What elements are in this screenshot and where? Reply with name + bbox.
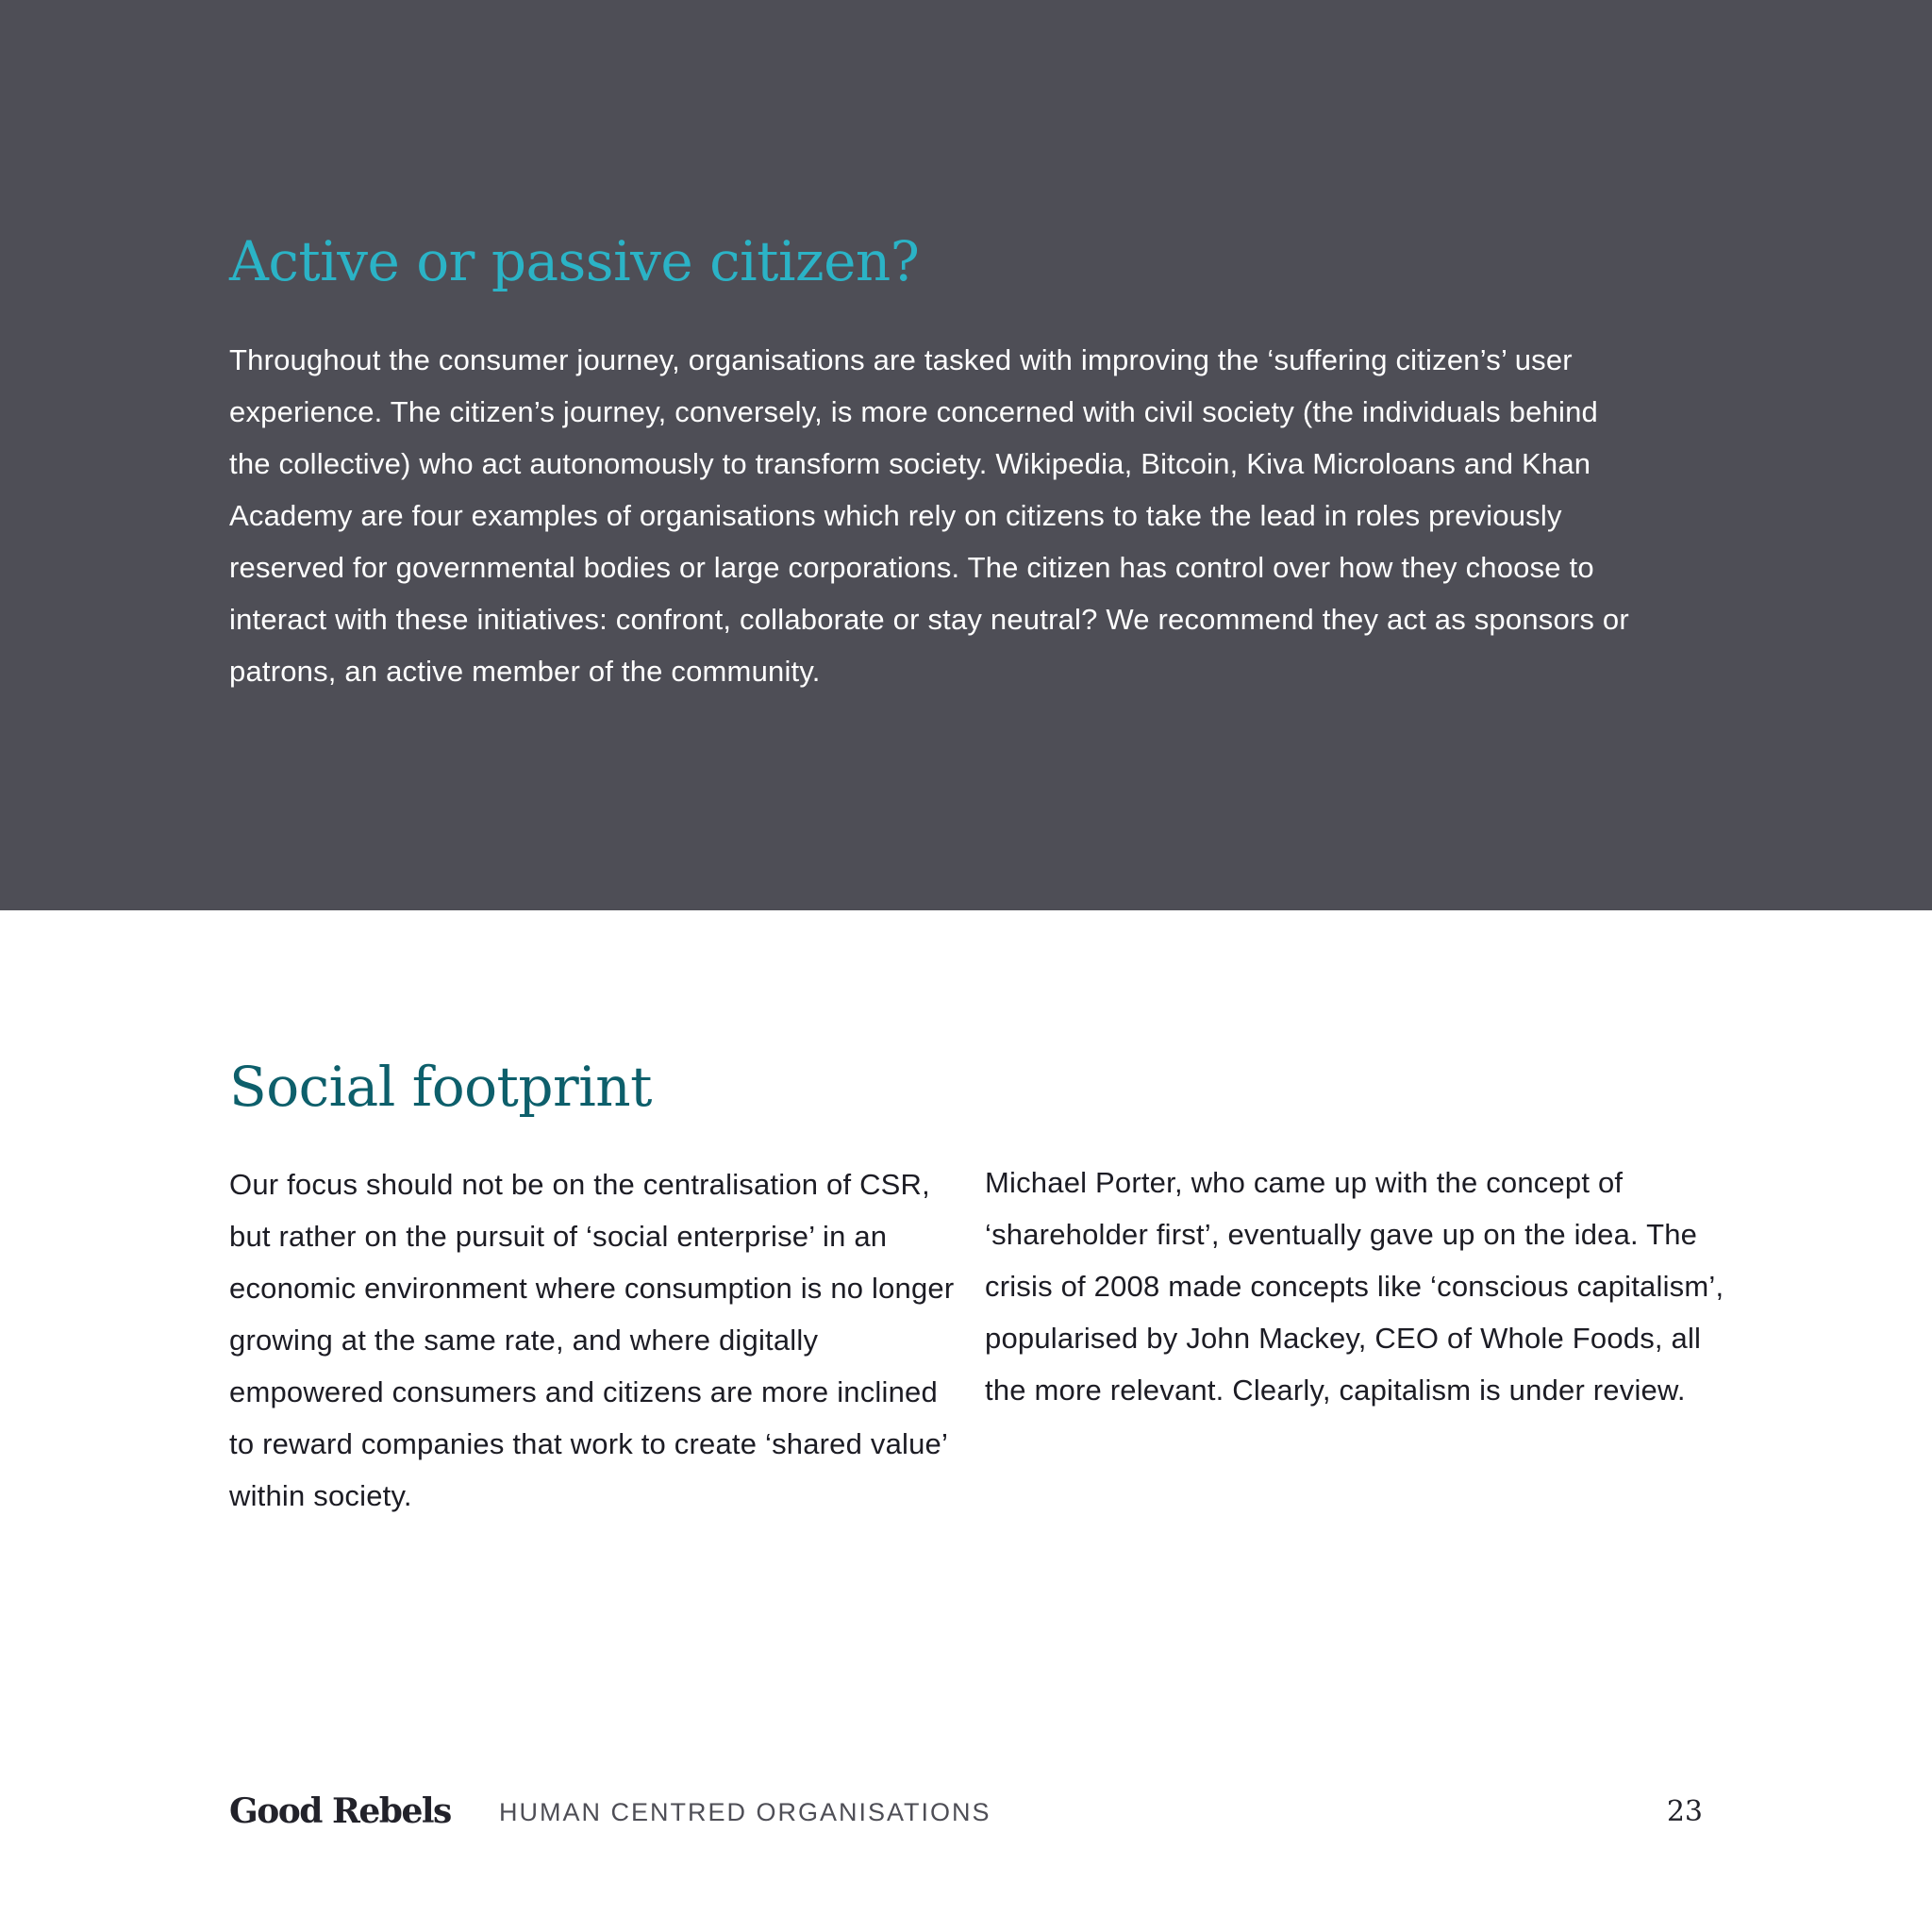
active-citizen-section — [0, 0, 1932, 910]
social-footprint-right-column: Michael Porter, who came up with the concept of ‘shareholder first’, eventually gave up on the idea. The crisis of 2008 made concepts like ‘conscious capitalism’, popularised by John Mackey, CEO of Whole Foods, all the more relevant. Clearly, capitalism is under review. — [985, 1166, 1724, 1407]
social-footprint-heading: Social footprint — [229, 1055, 652, 1119]
publication-tagline: HUMAN CENTRED ORGANISATIONS — [499, 1798, 991, 1826]
page-number: 23 — [1666, 1795, 1703, 1828]
active-citizen-heading: Active or passive citizen? — [229, 229, 920, 293]
active-citizen-paragraph: Throughout the consumer journey, organisations are tasked with improving the ‘suffering citizen’s’ user experience. The citizen’s journey, conversely, is more concerned with civil society (the individuals behind the collective) who act autonomously to transform society. Wikipedia, Bitcoin, Kiva Microloans and Khan Academy are four examples of organisations which rely on citizens to take the lead in roles previously reserved for governmental bodies or large corporations. The citizen has control over how they choose to interact with these initiatives: confront, collaborate or stay neutral? We recommend they act as sponsors or patrons, an active member of the community. — [229, 343, 1629, 688]
social-footprint-left-column: Our focus should not be on the centralisation of CSR, but rather on the pursuit of ‘social enterprise’ in an economic environment where consumption is no longer growing at the same rate, and where digitally empowered consumers and citizens are more inclined to reward companies that work to create ‘shared value’ within society. — [229, 1168, 955, 1512]
good-rebels-logo: Good Rebels — [229, 1791, 451, 1831]
